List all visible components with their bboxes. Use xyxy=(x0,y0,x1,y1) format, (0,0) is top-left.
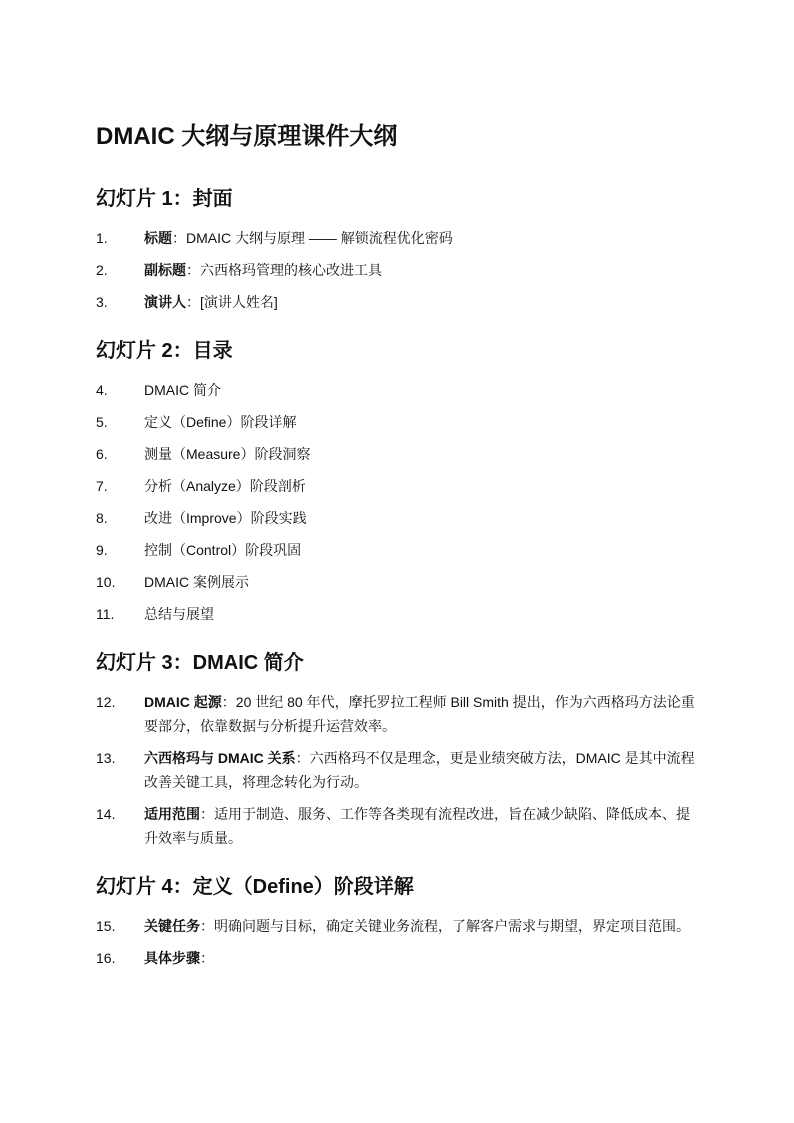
list-number: 11. xyxy=(96,606,115,622)
outline-list xyxy=(96,378,698,626)
list-item-body xyxy=(144,690,698,738)
list-item xyxy=(96,474,698,498)
list-number: 13. xyxy=(96,750,116,766)
slide-section xyxy=(96,184,698,314)
item-text: DMAIC 简介 xyxy=(144,382,221,398)
item-text: 六西格玛不仅是理念，更是业绩突破方法，DMAIC 是其中流程改善关键工具，将理念转化为行动。 xyxy=(144,750,695,790)
item-label: 六西格玛与 DMAIC 关系 xyxy=(144,750,296,766)
item-text: DMAIC 大纲与原理 —— 解锁流程优化密码 xyxy=(186,230,453,246)
list-item xyxy=(96,946,698,970)
list-number: 15. xyxy=(96,918,116,934)
list-item-body xyxy=(144,802,698,850)
item-text: 适用于制造、服务、工作等各类现有流程改进，旨在减少缺陷、降低成本、提升效率与质量。 xyxy=(144,806,690,846)
item-separator: ： xyxy=(172,230,186,246)
item-text: 分析（Analyze）阶段剖析 xyxy=(144,478,306,494)
list-item xyxy=(96,570,698,594)
item-text: 控制（Control）阶段巩固 xyxy=(144,542,302,558)
list-item xyxy=(96,410,698,434)
list-number: 4. xyxy=(96,382,108,398)
section-heading: 幻灯片 2：目录 xyxy=(96,340,233,362)
item-text: 20 世纪 80 年代，摩托罗拉工程师 Bill Smith 提出，作为六西格玛方法论重要部分，依靠数据与分析提升运营效率。 xyxy=(144,694,695,734)
list-number: 8. xyxy=(96,510,108,526)
list-number: 2. xyxy=(96,262,108,278)
list-item-body xyxy=(144,378,698,402)
list-number: 6. xyxy=(96,446,108,462)
list-number: 1. xyxy=(96,230,108,246)
section-heading: 幻灯片 4：定义（Define）阶段详解 xyxy=(96,876,414,898)
list-item-body xyxy=(144,442,698,466)
list-item xyxy=(96,802,698,850)
list-number: 10. xyxy=(96,574,116,590)
section-heading: 幻灯片 3：DMAIC 简介 xyxy=(96,652,304,674)
list-number: 3. xyxy=(96,294,108,310)
list-item xyxy=(96,602,698,626)
item-text: 测量（Measure）阶段洞察 xyxy=(144,446,311,462)
list-item xyxy=(96,290,698,314)
list-item-body xyxy=(144,290,698,314)
item-separator: ： xyxy=(200,806,214,822)
item-label: 副标题 xyxy=(144,262,186,278)
document-title: DMAIC 大纲与原理课件大纲 xyxy=(96,123,398,150)
list-item xyxy=(96,506,698,530)
item-label: 具体步骤 xyxy=(144,950,200,966)
list-number: 16. xyxy=(96,950,116,966)
list-number: 7. xyxy=(96,478,108,494)
item-text: 六西格玛管理的核心改进工具 xyxy=(200,262,382,278)
item-label: 适用范围 xyxy=(144,806,200,822)
list-item xyxy=(96,258,698,282)
list-item-body xyxy=(144,746,698,794)
list-item xyxy=(96,690,698,738)
item-separator: ： xyxy=(221,694,236,710)
list-item xyxy=(96,226,698,250)
item-label: DMAIC 起源 xyxy=(144,694,222,710)
outline-list xyxy=(96,914,698,970)
item-text: 改进（Improve）阶段实践 xyxy=(144,510,307,526)
item-separator: ： xyxy=(295,750,310,766)
list-number: 12. xyxy=(96,694,116,710)
list-item xyxy=(96,378,698,402)
list-item-body xyxy=(144,258,698,282)
list-number: 5. xyxy=(96,414,108,430)
list-item-body xyxy=(144,538,698,562)
list-item-body xyxy=(144,602,698,626)
slide-section xyxy=(96,648,698,850)
list-item-body xyxy=(144,226,698,250)
item-text: 明确问题与目标，确定关键业务流程，了解客户需求与期望，界定项目范围。 xyxy=(214,918,690,934)
section-heading: 幻灯片 1：封面 xyxy=(96,188,233,210)
item-separator: ： xyxy=(200,950,214,966)
list-number: 14. xyxy=(96,806,116,822)
outline-list xyxy=(96,226,698,314)
slide-section xyxy=(96,336,698,626)
slide-section xyxy=(96,872,698,970)
item-separator: ： xyxy=(200,918,214,934)
list-item-body xyxy=(144,946,698,970)
item-label: 标题 xyxy=(144,230,172,246)
item-text: DMAIC 案例展示 xyxy=(144,574,249,590)
list-item-body xyxy=(144,570,698,594)
item-text: 总结与展望 xyxy=(144,606,214,622)
list-number: 9. xyxy=(96,542,108,558)
list-item-body xyxy=(144,474,698,498)
item-text: 定义（Define）阶段详解 xyxy=(144,414,297,430)
list-item-body xyxy=(144,506,698,530)
sections-container xyxy=(96,184,698,970)
item-separator: ： xyxy=(186,294,200,310)
outline-list xyxy=(96,690,698,850)
list-item xyxy=(96,914,698,938)
list-item xyxy=(96,442,698,466)
item-text: [演讲人姓名] xyxy=(200,294,278,310)
list-item xyxy=(96,746,698,794)
list-item xyxy=(96,538,698,562)
list-item-body xyxy=(144,914,698,938)
item-separator: ： xyxy=(186,262,200,278)
list-item-body xyxy=(144,410,698,434)
item-label: 关键任务 xyxy=(144,918,200,934)
item-label: 演讲人 xyxy=(144,294,186,310)
